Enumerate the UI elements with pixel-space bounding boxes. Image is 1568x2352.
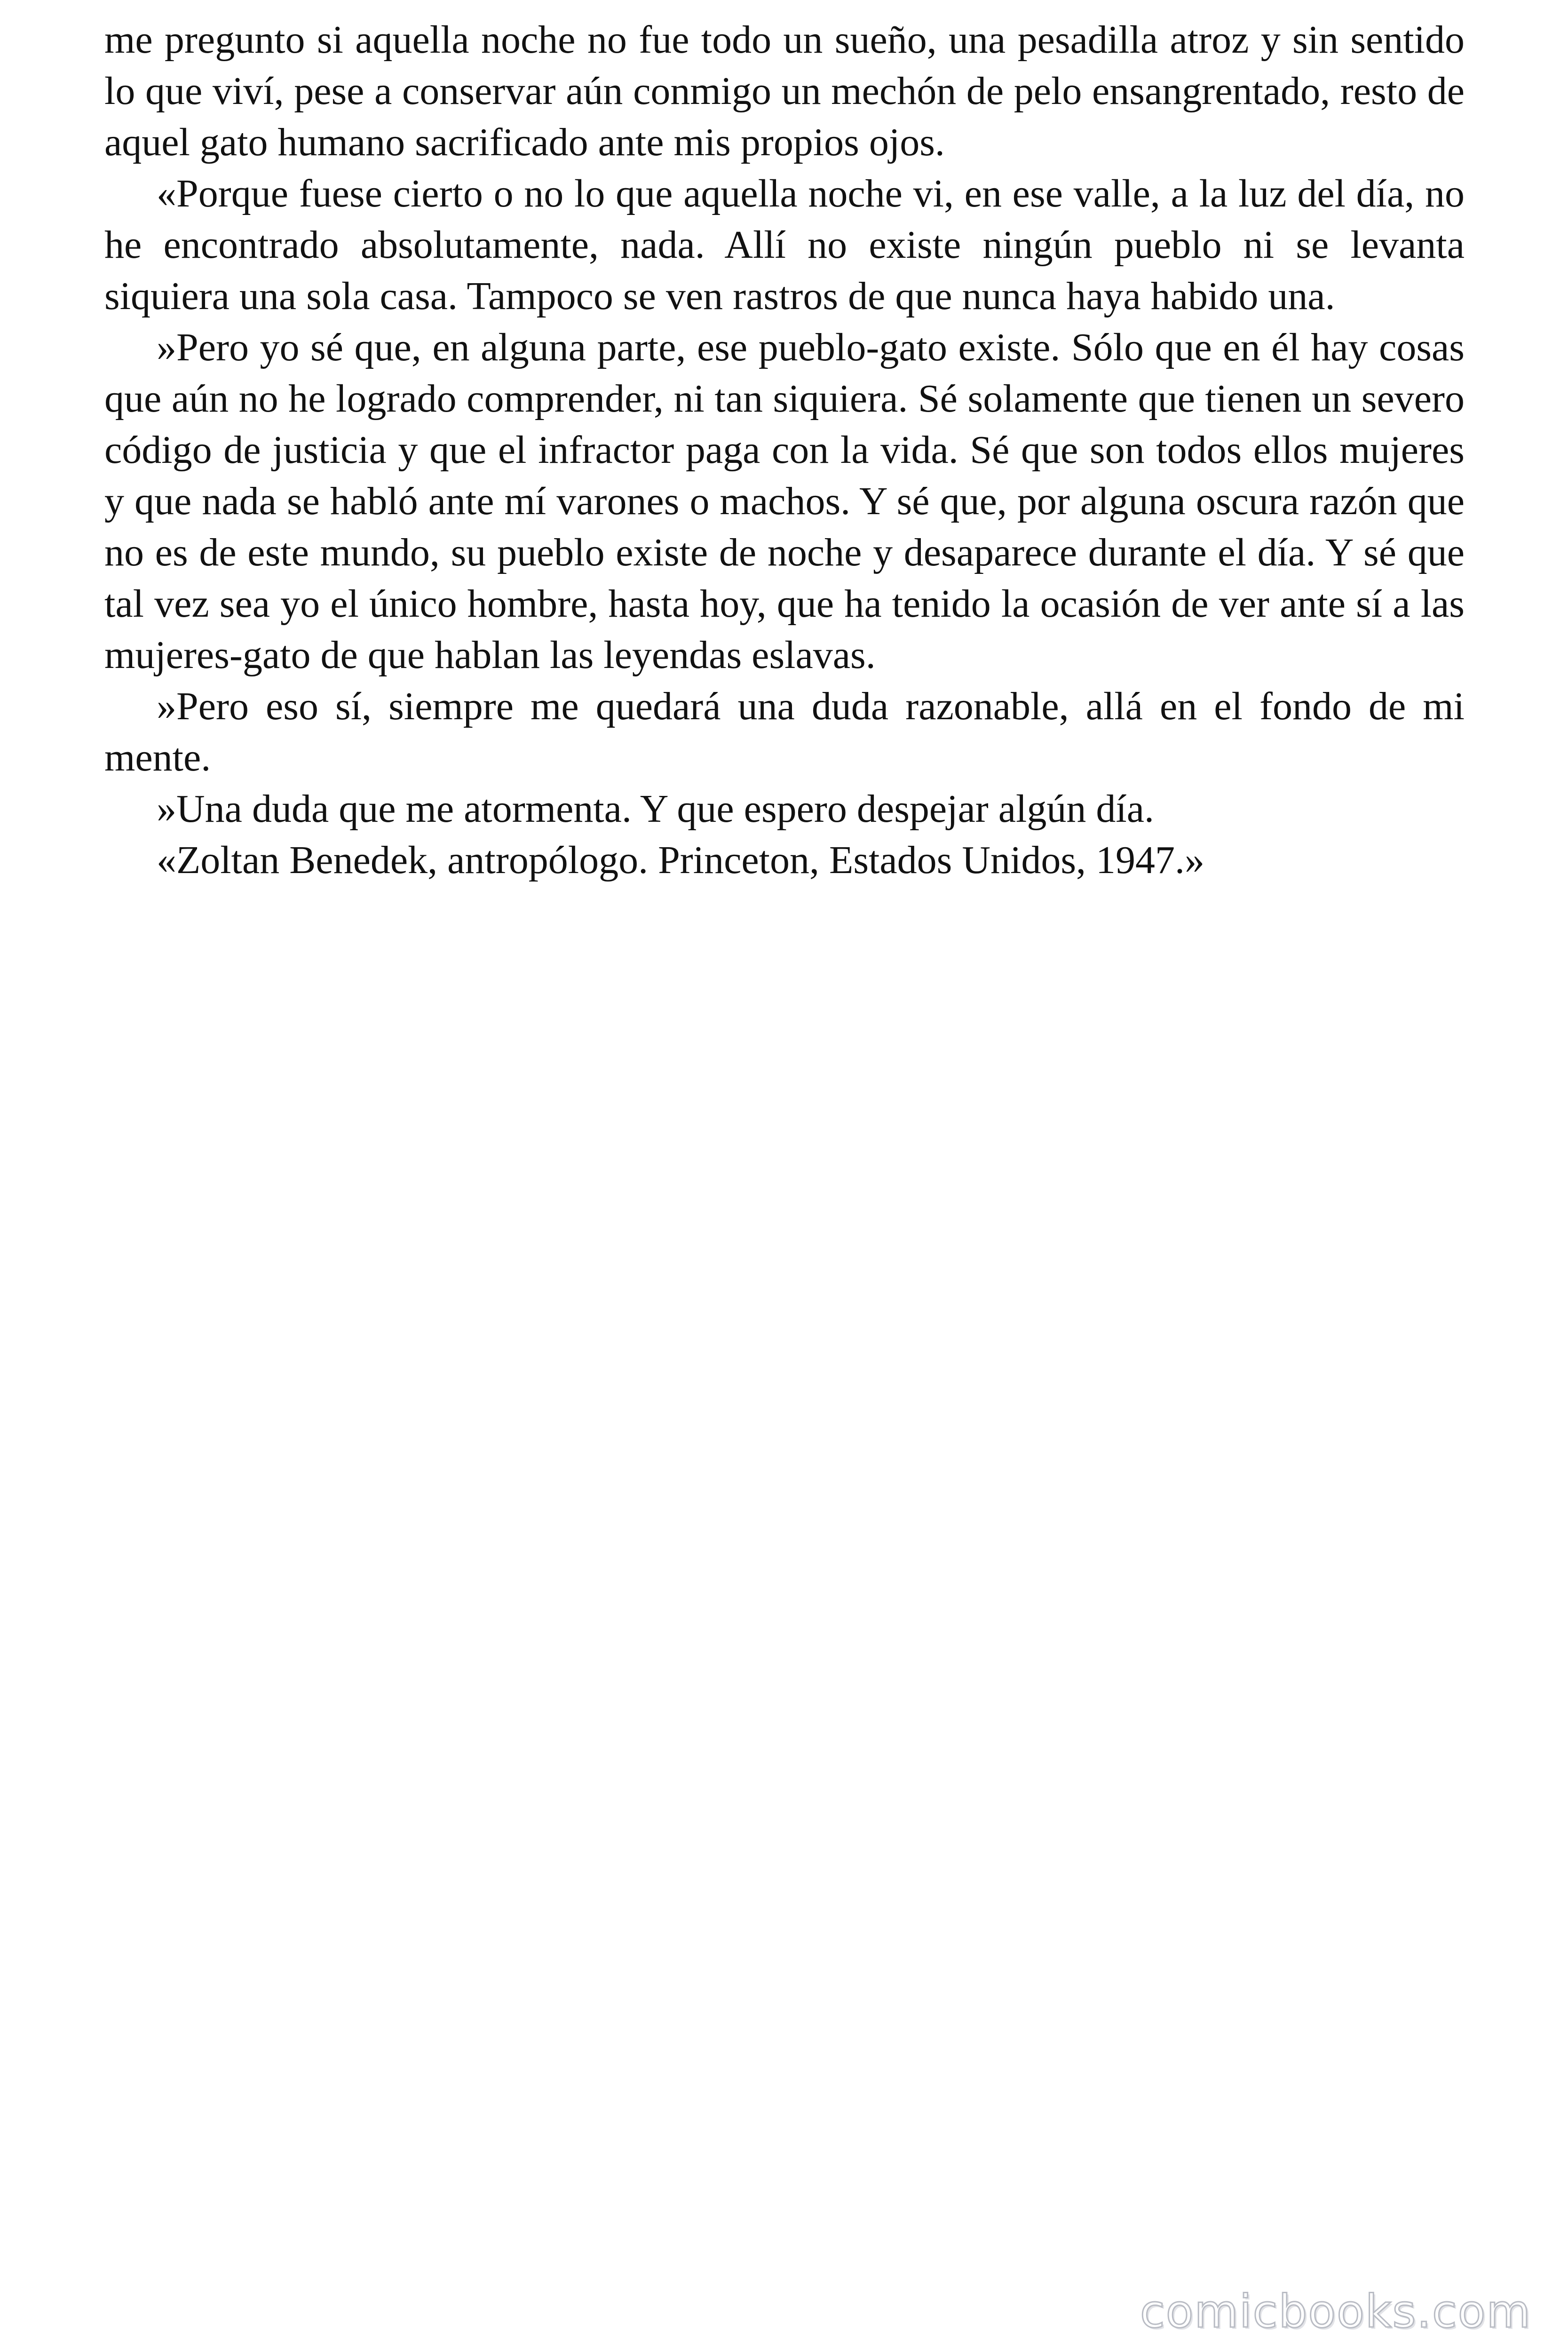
signature-line: «Zoltan Benedek, antropólogo. Princeton, Estados Unidos, 1947.» [157, 838, 1205, 882]
paragraph-5: »Una duda que me atormenta. Y que espero despejar algún día. [157, 787, 1154, 831]
paragraph-1: me pregunto si aquella noche no fue todo un sueño, una pesadilla atroz y sin sentido lo que viví, pese a conservar aún conmigo un mechón de pelo ensangrentado, resto de aquel gato humano sacrificado ante mis propios ojos. [104, 18, 1465, 164]
paragraph-3: »Pero yo sé que, en alguna parte, ese pueblo-gato existe. Sólo que en él hay cosas que aún no he logrado comprender, ni tan siquiera. Sé solamente que tienen un severo código de justicia y que el infractor paga con la vida. Sé que son todos ellos mujeres y que nada se habló ante mí varones o machos. Y sé que, por alguna oscura razón que no es de este mundo, su pueblo existe de noche y desaparece durante el día. Y sé que tal vez sea yo el único hombre, hasta hoy, que ha tenido la ocasión de ver ante sí a las mujeres-gato de que hablan las leyendas eslavas. [104, 326, 1465, 677]
paragraph-4: »Pero eso sí, siempre me quedará una duda razonable, allá en el fondo de mi mente. [104, 684, 1465, 779]
paragraph-2: «Porque fuese cierto o no lo que aquella noche vi, en ese valle, a la luz del día, no he encontrado absolutamente, nada. Allí no existe ningún pueblo ni se levanta siquiera una sola casa. Tampoco se ven rastros de que nunca haya habido una. [104, 172, 1465, 318]
watermark-text: comicbooks.com [1140, 2285, 1531, 2338]
document-page [104, 14, 1465, 886]
